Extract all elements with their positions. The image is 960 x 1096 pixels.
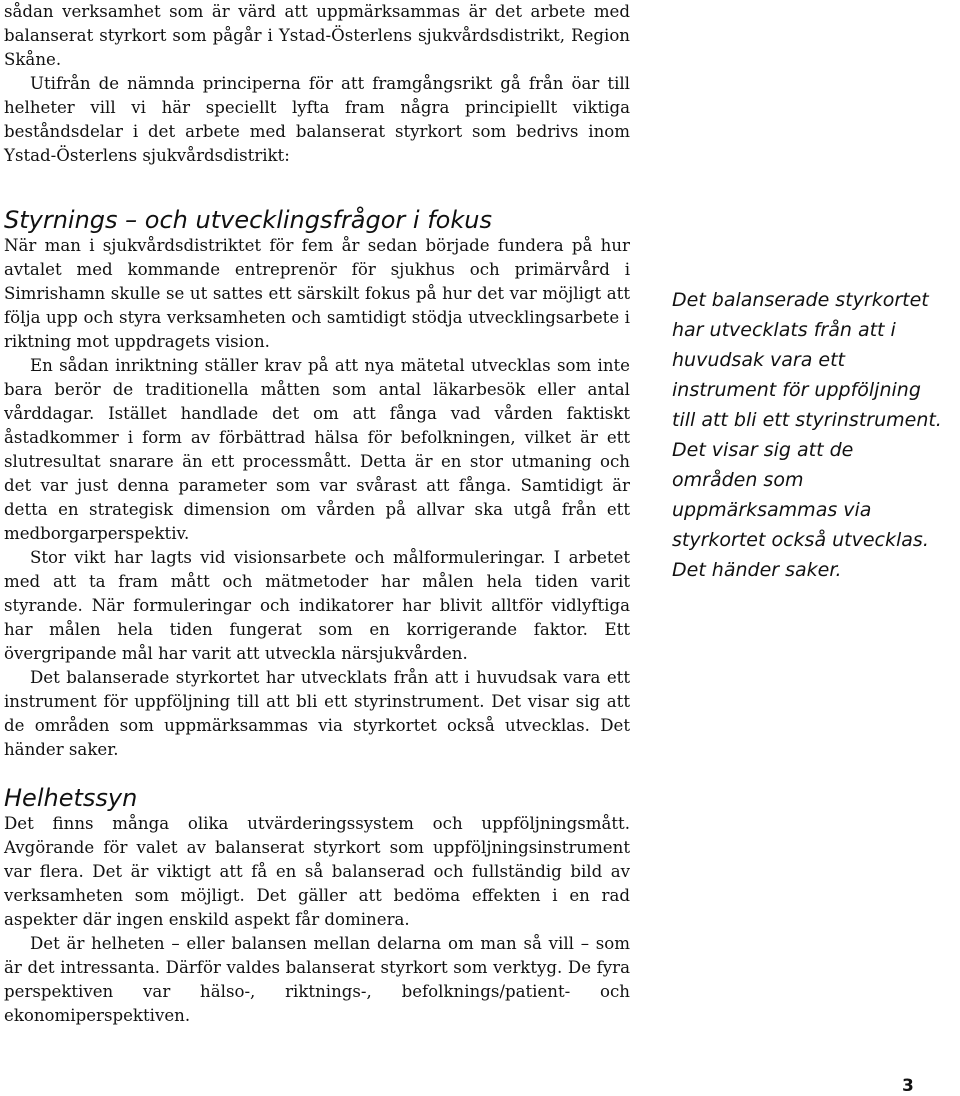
helhet-paragraph-2: Det är helheten – eller balansen mellan delarna om man så vill – som är det intressanta. Därför valdes balanserat styrkort som verktyg. De fyra perspektiven var hälso-, riktnings-, befolknings/patient- och ekonomiperspektiven. bbox=[4, 934, 630, 1025]
helhet-section bbox=[4, 784, 630, 1028]
pull-quote: Det balanserade styrkortet har utvecklats från att i huvudsak vara ett instrument för uppföljning till att bli ett styrinstrument. Det visar sig att de områden som uppmärksammas via styrkortet också utvecklas. Det händer saker. bbox=[672, 289, 942, 581]
styrning-paragraph-2: En sådan inriktning ställer krav på att nya mätetal utvecklas som inte bara berör de traditionella måtten som antal läkarbesök eller antal vårddagar. Istället handlade det om att fånga vad vården faktiskt åstadkommer i form av förbättrad hälsa för befolkningen, vilket är ett slutresultat snarare än ett processmått. Detta är en stor utmaning och det var just denna parameter som var svårast att fånga. Samtidigt är detta en strategisk dimension om vården på allvar ska utgå från ett medborgarperspektiv. bbox=[4, 356, 630, 543]
section-heading-styrning: Styrnings – och utvecklingsfrågor i fokus bbox=[4, 206, 492, 234]
section-heading-helhet: Helhetssyn bbox=[4, 784, 138, 812]
styrning-paragraph-4: Det balanserade styrkortet har utvecklats från att i huvudsak vara ett instrument för uppföljning till att bli ett styrinstrument. Det visar sig att de områden som uppmärksammas via styrkortet också utvecklas. Det händer saker. bbox=[4, 668, 630, 759]
intro-paragraph-2: Utifrån de nämnda principerna för att framgångsrikt gå från öar till helheter vill vi här speciellt lyfta fram några principiellt viktiga beståndsdelar i det arbete med balanserat styrkort som bedrivs inom Ystad-Österlens sjukvårdsdistrikt: bbox=[4, 74, 630, 165]
styrning-paragraph-3: Stor vikt har lagts vid visionsarbete och målformuleringar. I arbetet med att ta fram mått och mätmetoder har målen hela tiden varit styrande. När formuleringar och indikatorer har blivit alltför vidlyftiga har målen hela tiden fungerat som en korrigerande faktor. Ett övergripande mål har varit att utveckla närsjukvården. bbox=[4, 548, 630, 663]
styrning-paragraph-1: När man i sjukvårdsdistriktet för fem år sedan började fundera på hur avtalet med kommande entreprenör för sjukhus och primärvård i Simrishamn skulle se ut sattes ett särskilt fokus på hur det var möjligt att följa upp och styra verksamheten och samtidigt stödja utvecklingsarbete i riktning mot uppdragets vision. bbox=[4, 236, 630, 351]
helhet-paragraph-1: Det finns många olika utvärderingssystem och uppföljningsmått. Avgörande för valet av balanserat styrkort som uppföljningsinstrument var flera. Det är viktigt att få en så balanserad och fullständig bild av verksamheten som möjligt. Det gäller att bedöma effekten i en rad aspekter där ingen enskild aspekt får dominera. bbox=[4, 814, 630, 929]
styrning-section bbox=[4, 206, 630, 762]
intro-paragraph-1: sådan verksamhet som är värd att uppmärksammas är det arbete med balanserat styrkort som pågår i Ystad-Österlens sjukvårdsdistrikt, Region Skåne. bbox=[4, 2, 630, 69]
intro-section bbox=[4, 0, 630, 168]
page-number: 3 bbox=[902, 1076, 914, 1096]
